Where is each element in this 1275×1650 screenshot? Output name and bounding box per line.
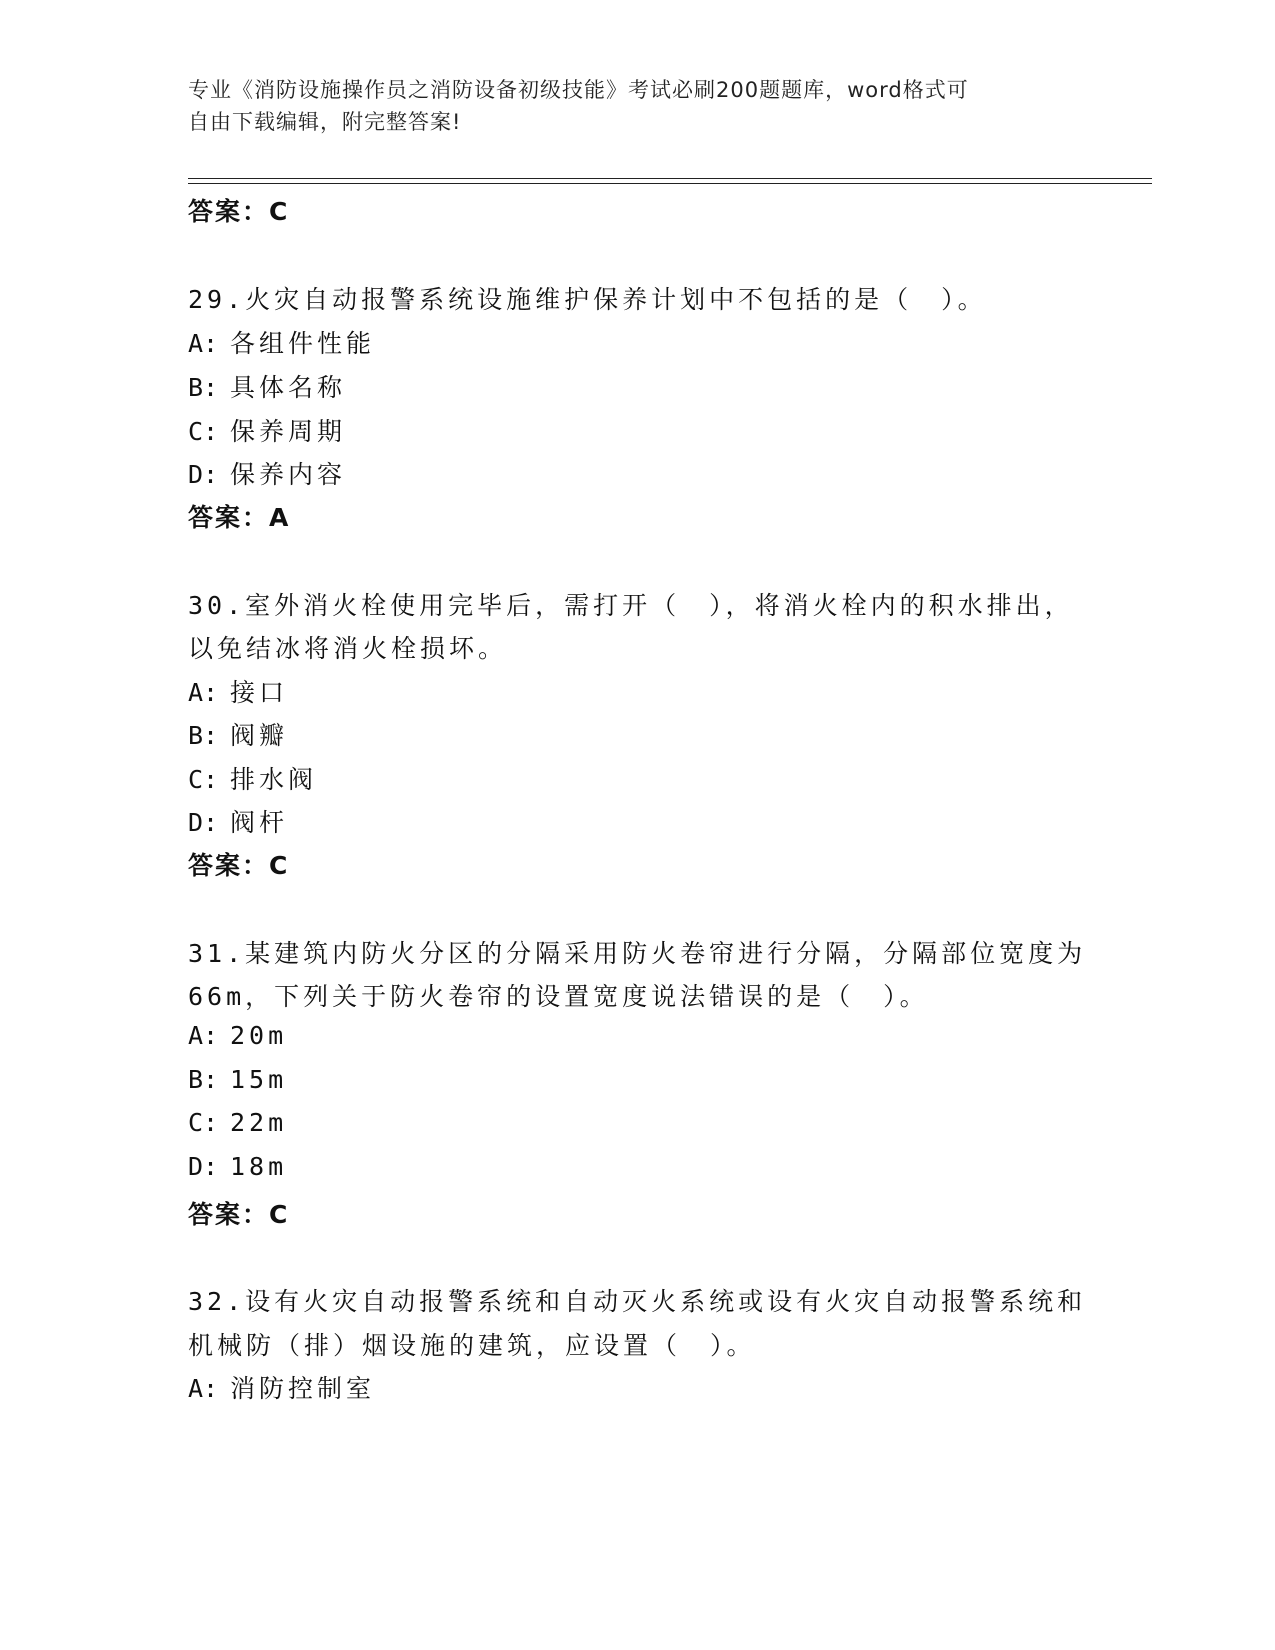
question-32-option-a: A: 消防控制室 [188,1374,376,1403]
question-30-text-line-2: 以免结冰将消火栓损坏。 [188,634,508,663]
question-29-option-d: D: 保养内容 [188,460,347,489]
question-29-text: 29.火灾自动报警系统设施维护保养计划中不包括的是（ ）。 [188,285,987,314]
question-31-text-line-1: 31.某建筑内防火分区的分隔采用防火卷帘进行分隔，分隔部位宽度为 [188,939,1087,968]
question-29-option-c: C: 保养周期 [188,417,347,446]
question-30-option-b: B: 阀瓣 [188,721,289,750]
answer-previous: 答案：C [188,197,290,226]
header-divider-top [188,178,1152,179]
question-31-option-a: A: 20m [188,1021,288,1050]
header-line-1: 专业《消防设施操作员之消防设备初级技能》考试必刷200题题库，word格式可 [188,78,969,102]
question-30-option-d: D: 阀杆 [188,808,289,837]
question-30-text-line-1: 30.室外消火栓使用完毕后，需打开（ ），将消火栓内的积水排出， [188,591,1074,620]
question-32-text-line-1: 32.设有火灾自动报警系统和自动灭火系统或设有火灾自动报警系统和 [188,1287,1087,1316]
question-31-option-c: C: 22m [188,1108,288,1137]
question-31-answer: 答案：C [188,1200,290,1229]
question-31-option-b: B: 15m [188,1065,288,1094]
question-29-option-b: B: 具体名称 [188,373,347,402]
document-header [188,74,1068,138]
question-31-text-line-2: 66m，下列关于防火卷帘的设置宽度说法错误的是（ ）。 [188,982,929,1011]
question-30-option-a: A: 接口 [188,678,289,707]
header-divider-bottom [188,183,1152,184]
question-30-option-c: C: 排水阀 [188,765,318,794]
header-line-2: 自由下载编辑，附完整答案! [188,110,462,134]
question-31-option-d: D: 18m [188,1152,288,1181]
question-29-answer: 答案：A [188,503,291,532]
question-29-option-a: A: 各组件性能 [188,329,376,358]
question-30-answer: 答案：C [188,851,290,880]
question-32-text-line-2: 机械防（排）烟设施的建筑，应设置（ ）。 [188,1331,756,1360]
